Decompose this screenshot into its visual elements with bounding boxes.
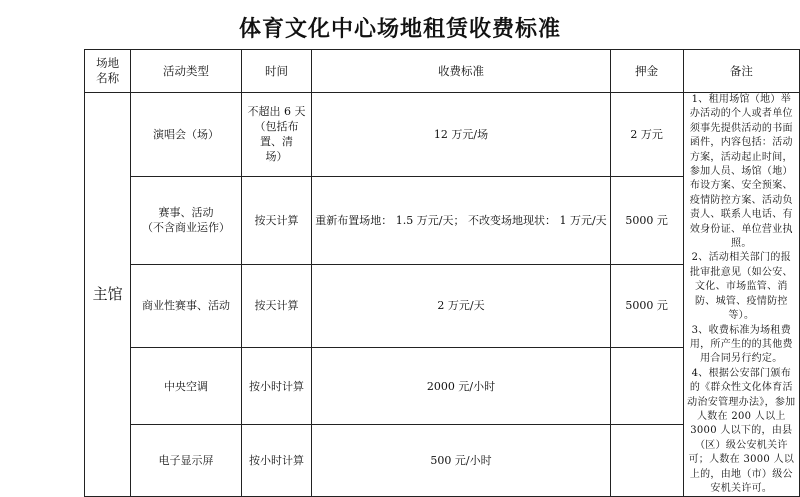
header-fee-standard: 收费标准 (312, 50, 610, 93)
time-cell: 按小时计算 (241, 348, 312, 424)
notes-cell: 1、租用场馆（地）举办活动的个人或者单位须事先提供活动的书面函件，内容包括：活动方案，活动起止时间，参加人员、场馆（地）布设方案、安全预案、疫情防控方案、活动负责人、联系人电话、有效身份证、单位营业执照。 2、活动相关部门的报批审批意见（如公安、文化、市场监管、消防、城管、疫情防控等）。 3、收费标准为场租费用，所产生的的其他费用合同另行约定。 4、根据公安部门颁布的《群众性文化体育活动治安管理办法》，参加人数在 200 人以上 3000 人以下的，由县（区）级公安机关许可；人数在 3000 人以上的，由地（市）级公安机关许可。 (683, 93, 799, 497)
fee-cell: 12 万元/场 (312, 93, 610, 177)
time-cell: 按小时计算 (241, 424, 312, 497)
header-notes: 备注 (683, 50, 799, 93)
fee-table (84, 49, 800, 497)
header-area-name: 场地 名称 (85, 50, 131, 93)
activity-cell: 商业性赛事、活动 (131, 264, 241, 348)
header-time: 时间 (241, 50, 312, 93)
page-title: 体育文化中心场地租赁收费标准 (238, 17, 561, 42)
table-row (85, 93, 800, 177)
deposit-cell: 5000 元 (610, 264, 683, 348)
deposit-cell (610, 424, 683, 497)
deposit-cell: 5000 元 (610, 176, 683, 264)
time-cell: 不超出 6 天 （包括布置、清 场） (241, 93, 312, 177)
activity-cell: 中央空调 (131, 348, 241, 424)
activity-cell: 电子显示屏 (131, 424, 241, 497)
header-deposit: 押金 (610, 50, 683, 93)
deposit-cell: 2 万元 (610, 93, 683, 177)
deposit-cell (610, 348, 683, 424)
fee-cell: 500 元/小时 (312, 424, 610, 497)
time-cell: 按天计算 (241, 176, 312, 264)
activity-cell: 演唱会（场） (131, 93, 241, 177)
area-name-cell: 主馆 (85, 93, 131, 497)
fee-cell: 2000 元/小时 (312, 348, 610, 424)
time-cell: 按天计算 (241, 264, 312, 348)
fee-cell: 2 万元/天 (312, 264, 610, 348)
fee-cell: 重新布置场地： 1.5 万元/天； 不改变场地现状： 1 万元/天 (312, 176, 610, 264)
activity-cell: 赛事、活动 （不含商业运作） (131, 176, 241, 264)
table-header-row (85, 50, 800, 93)
header-activity-type: 活动类型 (131, 50, 241, 93)
